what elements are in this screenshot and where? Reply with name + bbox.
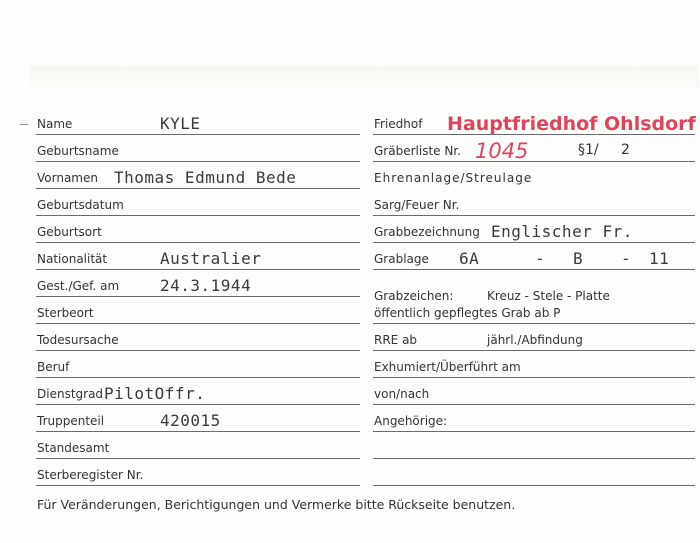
field-value: jährl./Abfindung xyxy=(487,333,583,347)
field-angehoerige xyxy=(373,404,695,432)
field-nationalitaet xyxy=(36,242,360,270)
field-label: Ehrenanlage/Streulage xyxy=(374,171,533,185)
grablage-grave: 11 xyxy=(649,249,670,268)
field-label: Grablage xyxy=(374,252,429,266)
field-value: 420015 xyxy=(160,411,221,430)
card-top-band xyxy=(30,66,698,88)
field-value: Australier xyxy=(160,249,262,268)
field-geburtsort xyxy=(36,215,360,243)
field-label: Truppenteil xyxy=(37,414,105,428)
field-label: Standesamt xyxy=(37,441,110,455)
section-mark: §1/ xyxy=(578,142,599,158)
field-value: Thomas Edmund Bede xyxy=(114,168,297,187)
field-angehoerige-line2 xyxy=(373,431,695,459)
field-label: öffentlich gepflegtes Grab ab P xyxy=(374,306,561,320)
field-exhumiert xyxy=(373,350,695,378)
field-label: Gest./Gef. am xyxy=(37,279,120,293)
field-label: Gräberliste Nr. xyxy=(374,144,461,158)
field-geburtsname xyxy=(36,134,360,162)
field-label: Todesursache xyxy=(37,333,119,347)
field-sterbeort xyxy=(36,296,360,324)
field-value: PilotOffr. xyxy=(104,384,206,403)
grablage-dash: - xyxy=(535,249,546,268)
field-geburtsdatum xyxy=(36,188,360,216)
field-label: Geburtsort xyxy=(37,225,102,239)
field-sarg xyxy=(373,188,695,216)
field-grabbezeichnung xyxy=(373,215,695,243)
field-friedhof xyxy=(373,107,695,135)
field-label: Nationalität xyxy=(37,252,108,266)
field-label: Friedhof xyxy=(374,117,423,131)
field-label: von/nach xyxy=(374,387,430,401)
field-standesamt xyxy=(36,431,360,459)
field-label: Geburtsdatum xyxy=(37,198,124,212)
field-label: Grabzeichen: xyxy=(374,289,454,303)
margin-mark xyxy=(20,124,28,125)
field-value: 24.3.1944 xyxy=(160,276,252,295)
field-label: Exhumiert/Überführt am xyxy=(374,360,521,374)
footer-note: Für Veränderungen, Berichtigungen und Vermerke bitte Rückseite benutzen. xyxy=(37,497,516,512)
field-label: Angehörige: xyxy=(374,414,448,428)
field-gepflegt xyxy=(373,296,695,324)
field-ehrenanlage xyxy=(373,161,695,188)
grablage-dash: - xyxy=(621,249,632,268)
field-label: Sarg/Feuer Nr. xyxy=(374,198,460,212)
field-truppenteil xyxy=(36,404,360,432)
field-value: Englischer Fr. xyxy=(491,222,633,241)
field-graeberliste xyxy=(373,134,695,162)
field-label: RRE ab xyxy=(374,333,418,347)
field-gestorben xyxy=(36,269,360,297)
field-sterberegister xyxy=(36,458,360,486)
field-label: Grabbezeichnung xyxy=(374,225,480,239)
field-label: Name xyxy=(37,117,73,131)
field-beruf xyxy=(36,350,360,378)
field-label: Vornamen xyxy=(37,171,98,185)
field-todesursache xyxy=(36,323,360,351)
field-dienstgrad xyxy=(36,377,360,405)
friedhof-stamp: Hauptfriedhof Ohlsdorf xyxy=(447,113,696,135)
field-value: KYLE xyxy=(160,114,201,133)
field-grablage xyxy=(373,242,695,270)
field-value: Kreuz - Stele - Platte xyxy=(487,289,610,303)
field-label: Dienstgrad xyxy=(37,387,104,401)
field-vornamen xyxy=(36,161,360,189)
field-rre xyxy=(373,323,695,351)
field-name xyxy=(36,107,360,135)
graeberliste-number: 1045 xyxy=(475,139,529,163)
field-label: Sterberegister Nr. xyxy=(37,468,144,482)
section-number: 2 xyxy=(621,142,630,158)
field-label: Sterbeort xyxy=(37,306,94,320)
grablage-field: 6A xyxy=(459,249,480,268)
field-angehoerige-line3 xyxy=(373,458,695,486)
field-vonnach xyxy=(373,377,695,405)
field-label: Beruf xyxy=(37,360,70,374)
field-label: Geburtsname xyxy=(37,144,119,158)
grablage-row: B xyxy=(573,249,584,268)
